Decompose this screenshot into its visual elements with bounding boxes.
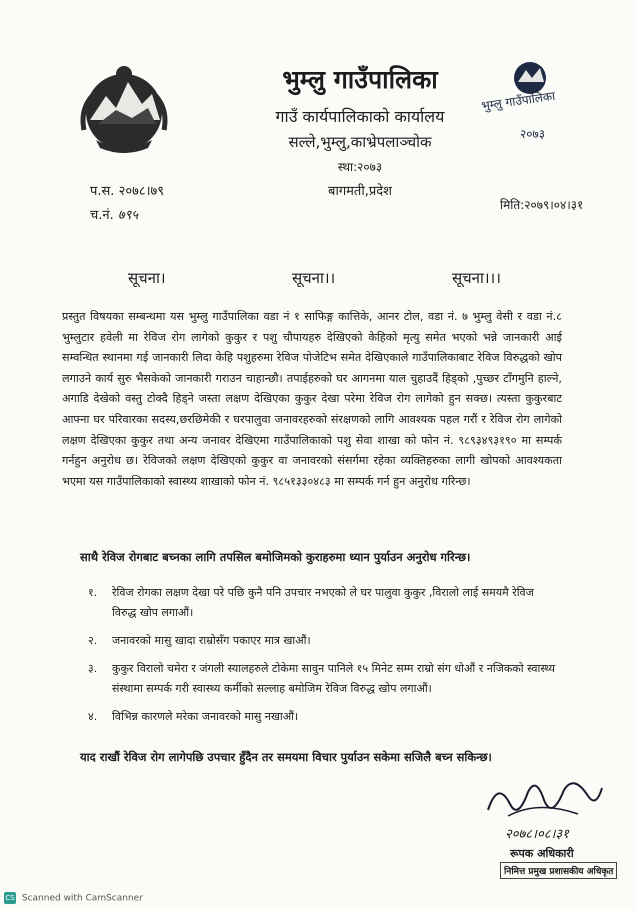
scanner-watermark	[4, 892, 143, 904]
province-name: बागमती,प्रदेश	[328, 184, 392, 199]
fiscal-year: प.स. २०७८।७९	[90, 184, 165, 199]
notice-heading-1: सूचना।	[128, 269, 166, 287]
list-item	[88, 659, 558, 699]
list-item	[88, 631, 558, 651]
notice-body: प्रस्तुत विषयका सम्बन्धमा यस भुम्लु गाउँपालिका वडा नं १ साफिङ्ग कात्तिके, आनर टोल, वडा नं. ७ भुम्लु वेसी र वडा नं.८ भुम्लुटार हवेली मा रेविज रोग लागेको कुकुर र पशु चौपायहरु देखिएको केहिको मृत्यु समेत भएको भन्ने जानकारी आई सम्वन्धित स्थानमा गई जानकारी लिदा केहि पशुहरुमा रेविज पोजेटिभ समेत देखिएकाले गाउँपालिकाबाट रेविज विरुद्धको खोप लगाउने कार्य सुरु भैसकेको जानकारी गराउन चाहान्छौ। तपाईहरुको घर आगनमा याल चुहाउदैं हिड्को ,पुच्छर टाँगमुनि हाल्ने, अगाडि देखेको वस्तु टोक्दै हिड्ने जस्ता लक्षण देखिएका कुकुर देखा परेमा रेविज रोग लागेको हुन सक्छ। त्यस्ता कुकुरबाट आफ्ना घर परिवारका सदस्य,छरछिमेकी र घरपालुवा जनावरहरुको संरक्षणको लागि आवश्यक पहल गरौं र रेविज रोग लागेको लक्षण देखिएका कुकुर तथा अन्य जनावर देखिएमा गाउँपालिकाको पशु सेवा शाखा को फोन नं. ९८९३४९३१९० मा सम्पर्क गर्नहुन अनुरोध छ। रेविजको लक्षण देखिएको कुकुर वा जनावरको संसर्गमा रहेका व्यक्तिहरुका लागी खोपको आवश्यकता भएमा यस गाउँपालिकाको स्वास्थ्य शाखाको फोन नं. ९८५१३३०४८३ मा सम्पर्क गर्न हुन अनुरोध गरिन्छ।	[62, 310, 562, 488]
instructions-intro: साथै रेविज रोगबाट बच्नका लागि तपसिल बमोजिमको कुराहरुमा ध्यान पुर्याउन अनुरोध गरिन्छ।	[80, 550, 471, 564]
list-item-number: १.	[88, 586, 98, 599]
dispatch-label: च.नं.	[90, 208, 114, 223]
signer-title: निमित्त प्रमुख प्रशासकीय अधिकृत	[500, 862, 617, 879]
dispatch-number	[90, 205, 138, 223]
signer-name: रूपक अधिकारी	[510, 847, 574, 860]
instruction-list	[88, 583, 558, 735]
list-item-text: कुकुर विरालो चमेरा र जंगली स्यालहरुले टोकेमा सावुन पानिले १५ मिनेट सम्म राम्रो संग धोऔं र नजिकको स्वास्थ्य संस्थामा सम्पर्क गरी स्वास्थ्य कर्मीको सल्लाह बमोजिम रेविज विरुद्ध खोप लगाऔं।	[112, 662, 556, 695]
camscanner-icon: CS	[5, 894, 15, 902]
office-address: सल्ले,भुम्लु,काभ्रेपलाञ्चोक	[288, 133, 432, 151]
municipality-title: भुम्लु गाउँपालिका	[282, 65, 438, 94]
notice-heading-3: सूचना।।।	[452, 269, 501, 287]
list-item-text: जनावरको मासु खादा राम्रोसँग पकाएर मात्र खाऔं।	[112, 634, 311, 647]
list-item-text: रेविज रोगका लक्षण देखा परे पछि कुनै पनि उपचार नभएको ले घर पालुवा कुकुर ,विरालो लाई समयमै रेविज विरुद्ध खोप लगाऔं।	[112, 586, 534, 619]
letter-date: मिति:२०७९।०४।३१	[500, 198, 584, 212]
seal-text: भुम्लु गाउँपालिका	[480, 88, 556, 113]
list-item	[88, 707, 558, 727]
established-year: स्था:२०७३	[337, 160, 383, 174]
list-item	[88, 583, 558, 623]
list-item-number: ३.	[88, 662, 98, 675]
seal-year: २०७३	[520, 127, 545, 141]
office-name: गाउँ कार्यपालिकाको कार्यालय	[275, 107, 445, 126]
scanner-label: Scanned with CamScanner	[21, 893, 143, 904]
notice-heading-2: सूचना।।	[292, 269, 336, 287]
closing-remark: याद राखौं रेविज रोग लागेपछि उपचार हुँदैन तर समयमा विचार पुर्याउन सकेमा सजिलै बच्न सकिन्छ।	[80, 750, 492, 764]
list-item-text: विभिन्न कारणले मरेका जनावरको मासु नखाऔं।	[112, 710, 299, 723]
dispatch-value: ७९५	[117, 208, 139, 223]
signature-date: २०७८।०८।३१	[505, 827, 569, 842]
nepal-emblem-icon	[76, 60, 172, 156]
list-item-number: ४.	[88, 710, 98, 723]
list-item-number: २.	[88, 634, 98, 647]
municipality-seal	[474, 52, 584, 152]
